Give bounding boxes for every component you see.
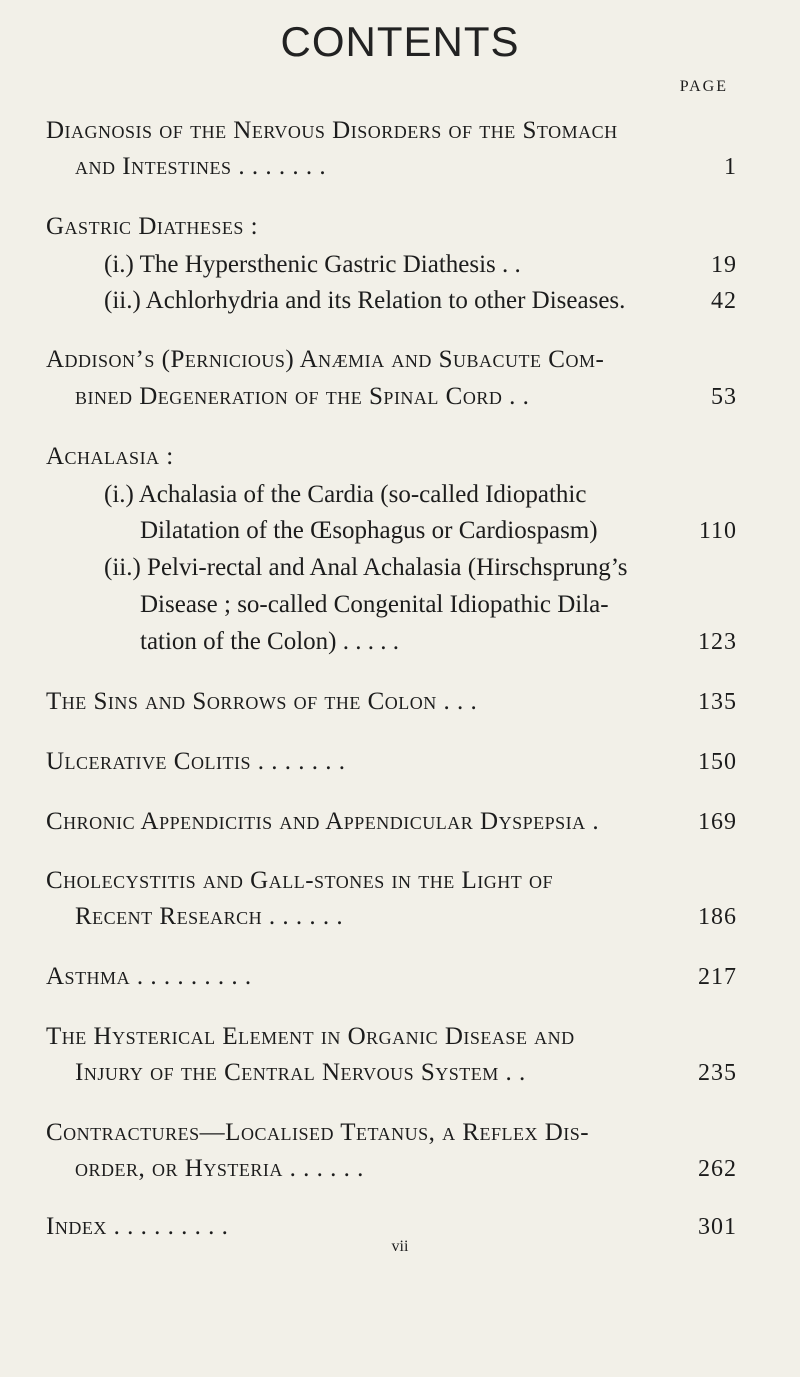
toc-subentry-title: (i.) The Hypersthenic Gastric Diathesis . .: [104, 251, 521, 278]
toc-entry-title-cont: bined Degeneration of the Spinal Cord . .: [75, 383, 530, 410]
toc-entry-title: Contractures—Localised Tetanus, a Reflex Dis-: [46, 1119, 590, 1146]
toc-entry-title: The Hysterical Element in Organic Disease and: [46, 1023, 575, 1050]
toc-entry-title: The Sins and Sorrows of the Colon . . .: [46, 688, 478, 715]
toc-entry-title-cont: order, or Hysteria . . . . . .: [75, 1155, 364, 1182]
toc-entry-title-cont: Recent Research . . . . . .: [75, 903, 344, 930]
toc-entry-title: Index . . . . . . . . .: [46, 1213, 229, 1240]
toc-entry-title: Asthma . . . . . . . . .: [46, 963, 252, 990]
toc-entry-title-cont: and Intestines . . . . . . .: [75, 153, 327, 180]
toc-page-number: 262: [698, 1156, 737, 1182]
toc-subentry-title-cont: Dilatation of the Œsophagus or Cardiospasm): [140, 517, 598, 544]
toc-entry-title: Ulcerative Colitis . . . . . . .: [46, 748, 346, 775]
toc-page-number: 42: [711, 288, 737, 314]
toc-page-number: 301: [698, 1214, 737, 1240]
toc-page-number: 235: [698, 1060, 737, 1086]
toc-page-number: 123: [698, 629, 737, 655]
toc-subentry-title: (ii.) Pelvi-rectal and Anal Achalasia (Hirschsprung’s: [104, 554, 628, 581]
toc-subentry-title-cont: tation of the Colon) . . . . .: [140, 628, 399, 655]
toc-entry-title-cont: Injury of the Central Nervous System . .: [75, 1059, 526, 1086]
toc-page-number: 150: [698, 749, 737, 775]
toc-page-number: 217: [698, 964, 737, 990]
toc-page-number: 53: [711, 384, 737, 410]
toc-page-number: 186: [698, 904, 737, 930]
toc-page-number: 19: [711, 252, 737, 278]
toc-entry-title: Diagnosis of the Nervous Disorders of the Stomach: [46, 117, 618, 144]
toc-section-heading: Achalasia :: [46, 443, 174, 470]
toc-page-number: 169: [698, 809, 737, 835]
toc-page-number: 1: [724, 154, 737, 180]
page-column-label: PAGE: [679, 78, 728, 95]
toc-subentry-title: (i.) Achalasia of the Cardia (so-called Idiopathic: [104, 481, 587, 508]
toc-entry-title: Addison’s (Pernicious) Anæmia and Subacute Com-: [46, 346, 605, 373]
toc-page-number: 135: [698, 689, 737, 715]
toc-page-number: 110: [698, 518, 737, 544]
page-title: CONTENTS: [280, 18, 520, 65]
toc-subentry-title-cont: Disease ; so-called Congenital Idiopathic Dila-: [140, 591, 609, 618]
toc-section-heading: Gastric Diatheses :: [46, 213, 259, 240]
toc-subentry-title: (ii.) Achlorhydria and its Relation to other Diseases.: [104, 287, 626, 314]
toc-entry-title: Chronic Appendicitis and Appendicular Dyspepsia .: [46, 808, 600, 835]
toc-entry-title: Cholecystitis and Gall-stones in the Light of: [46, 867, 553, 894]
page-folio: vii: [391, 1238, 409, 1255]
